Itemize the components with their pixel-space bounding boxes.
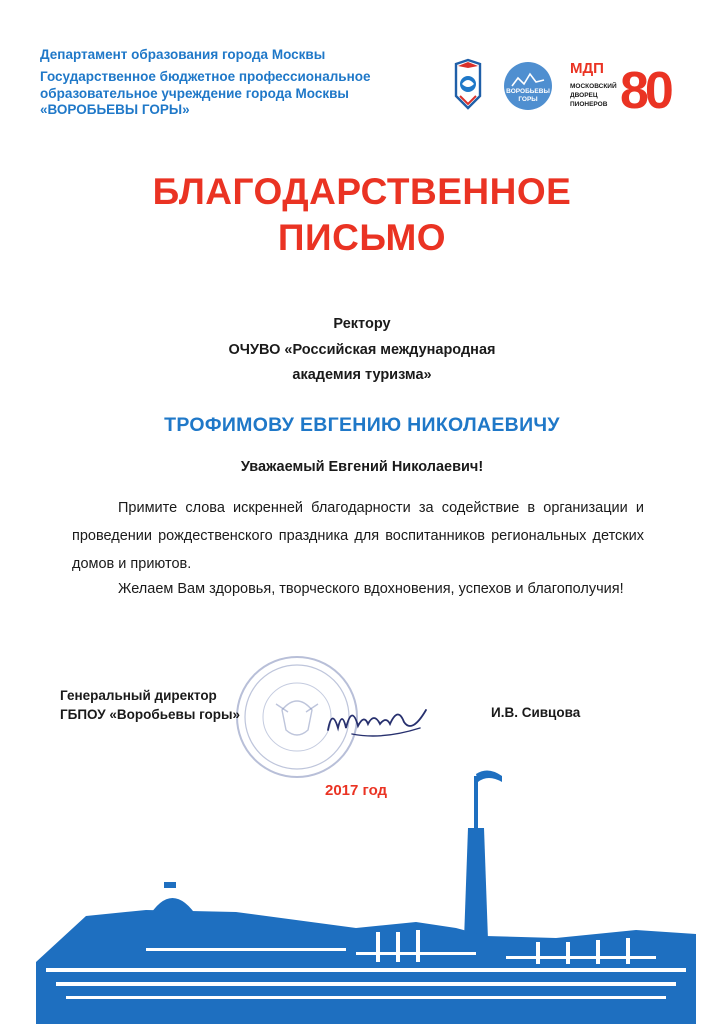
addressee-position: Ректору xyxy=(333,316,391,332)
department-name: Департамент образования города Москвы xyxy=(40,47,326,62)
mdp-line-2: ДВОРЕЦ xyxy=(570,92,598,99)
anniversary-number: 80 xyxy=(620,62,670,116)
body-paragraph-2: Желаем Вам здоровья, творческого вдохновения, успехов и благополучия! xyxy=(118,581,624,597)
recipient-name: ТРОФИМОВУ ЕВГЕНИЮ НИКОЛАЕВИЧУ xyxy=(164,414,560,436)
signatory-role-line-2: ГБПОУ «Воробьевы горы» xyxy=(60,707,241,722)
mdp-logo xyxy=(570,60,672,116)
mdp-mark: МДП xyxy=(570,60,604,77)
greeting: Уважаемый Евгений Николаевич! xyxy=(240,459,484,475)
institution-line-1: Государственное бюджетное профессиональное xyxy=(40,69,371,84)
logos-group xyxy=(452,56,692,116)
body-paragraph-1: Примите слова искренней благодарности за содействие в организации и проведении рождественского праздника для воспитанников региональных детских домов и приютов. xyxy=(72,500,644,572)
title-line-1: БЛАГОДАРСТВЕННОЕ xyxy=(152,171,572,212)
document-year: 2017 год xyxy=(325,782,388,799)
mdp-line-3: ПИОНЕРОВ xyxy=(570,101,608,108)
vorobyovy-logo-line1: ВОРОБЬЕВЫ xyxy=(506,88,550,95)
addressee-organization-2: академия туризма» xyxy=(292,367,432,383)
institution-line-2: образовательное учреждение города Москвы xyxy=(40,85,349,101)
palace-skyline-illustration xyxy=(36,762,696,1024)
vorobyovy-gory-logo xyxy=(504,62,552,110)
mdp-line-1: МОСКОВСКИЙ xyxy=(570,83,617,90)
handwritten-signature xyxy=(322,694,432,748)
signatory-name: И.В. Сивцова xyxy=(491,705,581,720)
signatory-role xyxy=(60,686,240,724)
signatory-role-line-1: Генеральный директор xyxy=(60,688,217,703)
title-line-2: ПИСЬМО xyxy=(277,217,447,258)
vorobyovy-logo-line2: ГОРЫ xyxy=(518,96,538,103)
addressee-organization-1: ОЧУВО «Российская международная xyxy=(228,342,496,358)
crest-logo xyxy=(456,60,480,108)
institution-line-3: «ВОРОБЬЕВЫ ГОРЫ» xyxy=(40,102,190,117)
letter-header xyxy=(40,46,440,119)
